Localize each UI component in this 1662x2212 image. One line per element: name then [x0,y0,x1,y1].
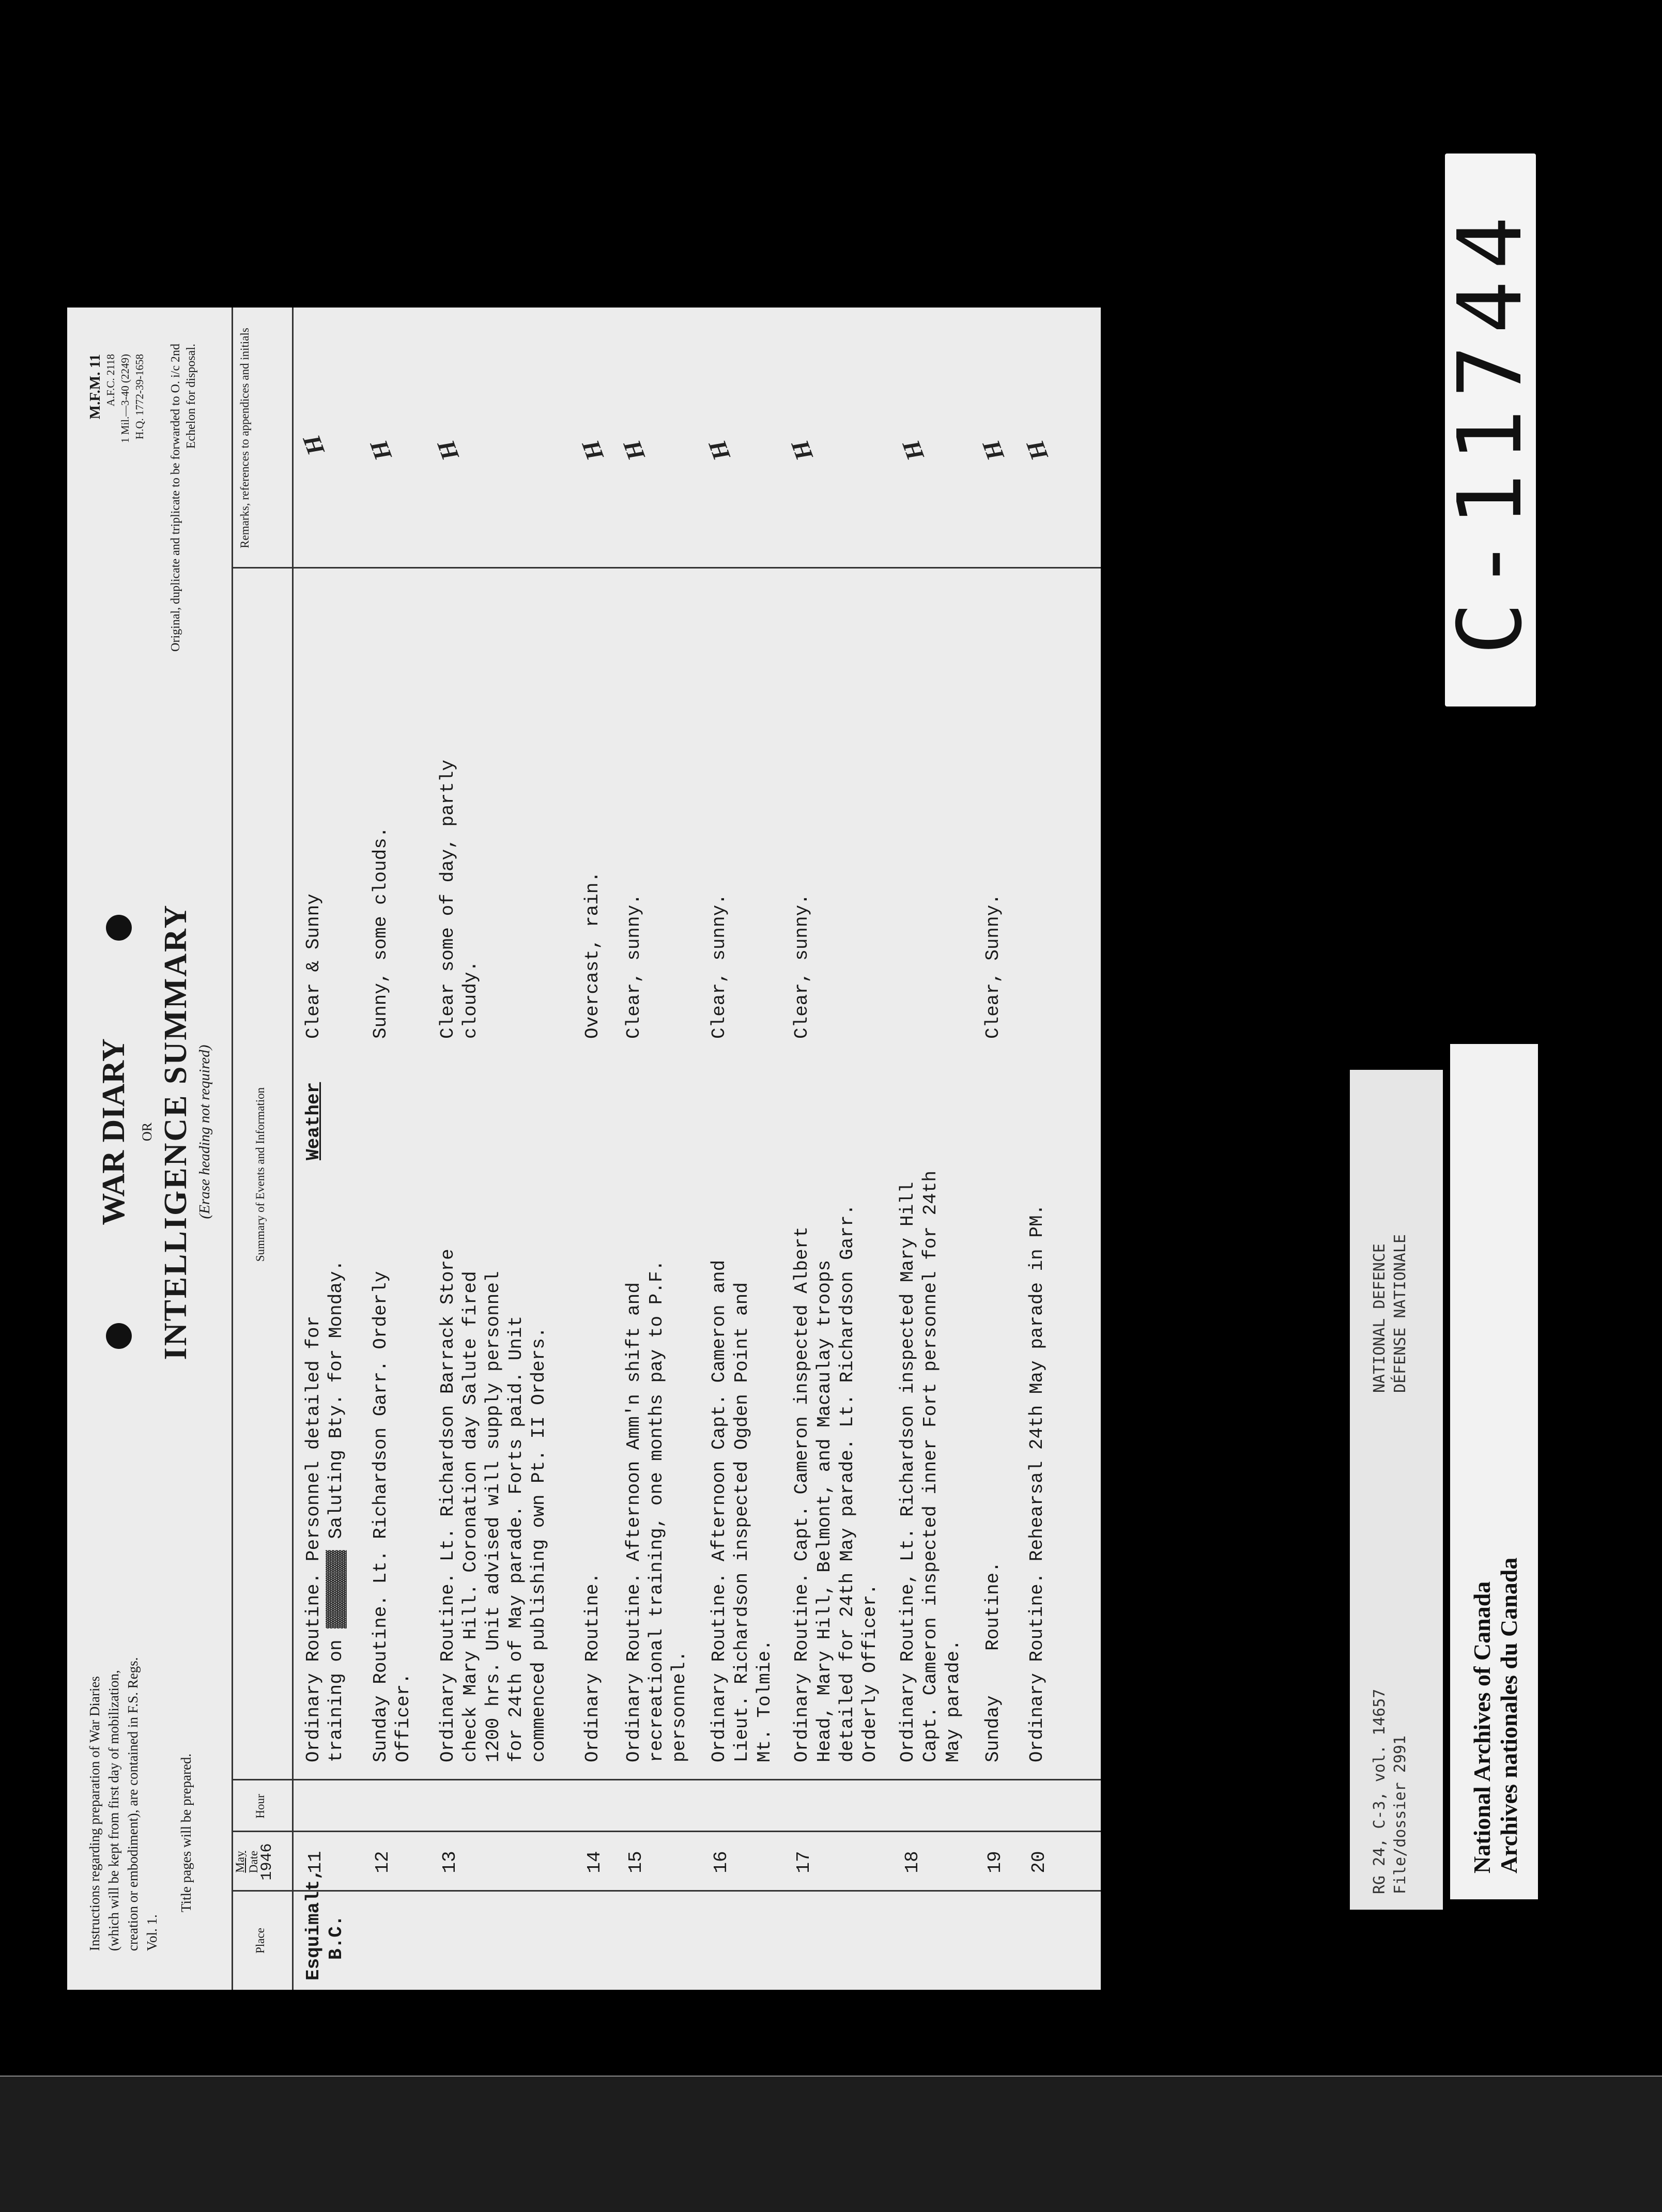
archives-label [1450,1044,1538,1899]
erase-heading-note: (Erase heading not required) [196,1044,213,1219]
entry-summary: Sunday Routine. [982,1561,1004,1762]
rule-summary-remarks [232,567,1101,569]
entry-initial: H [1021,436,1054,464]
column-header-date [234,1832,274,1892]
rg-reference-label-content [1350,1070,1443,1910]
entry-initial: H [365,436,397,464]
column-header-place: Place [254,1928,267,1954]
entry-summary: Ordinary Routine. Personnel detailed for training on ▓▓▓▓▓▓▓ Saluting Bty. for Monday. [303,1259,347,1762]
form-line-3: H.Q. 1772-39-1658 [133,354,146,440]
war-diary-page-content [67,308,1101,1990]
page-title-or: OR [140,1122,155,1142]
entry-date: 12 [372,1851,393,1873]
instructions-text: Instructions regarding preparation of War Diaries (which will be kept from first day of mobilization, creation or embodiment), are contained in F.S. Regs. Vol. 1. [87,1657,160,1951]
entry-weather: Clear & Sunny [303,894,324,1039]
forwarding-note: Original, duplicate and triplicate to be forwarded to O. i/c 2nd Echelon for disposal. [169,344,198,652]
form-number: M.F.M. 11 [87,354,103,420]
entry-summary: Ordinary Routine. Afternoon Amm'n shift and recreational training, one months pay to P.F. personnel. [623,1259,690,1762]
archives-line-french: Archives nationales du Canada [1496,1557,1522,1873]
entry-initial: H [786,436,819,464]
rg-reference-text [1369,1689,1411,1894]
place-line-2: B.C. [326,1915,347,1960]
entry-initial: H [897,436,930,464]
entry-initial: H [577,436,609,464]
page-title-war-diary: WAR DIARY [96,1038,131,1225]
entry-date: 17 [793,1851,814,1873]
archives-line-english: National Archives of Canada [1469,1581,1495,1873]
entry-weather: Clear, sunny. [709,894,730,1039]
rg-reference-line-2: File/dossier 2991 [1391,1735,1409,1894]
entry-weather: Clear some of day, partly cloudy. [437,759,481,1039]
department-text [1369,1234,1411,1393]
rg-reference-label [1350,1070,1443,1910]
entry-initial: H [298,431,330,459]
date-year: 1946 [258,1843,276,1881]
entry-date: 11 [305,1851,326,1873]
rule-header-bottom [292,308,294,1990]
form-afc: A.F.C. 2118 [104,354,117,407]
rg-reference-line-1: RG 24, C-3, vol. 14657 [1371,1688,1389,1894]
archives-label-content [1450,1044,1538,1899]
rule-hour-summary [232,1779,1101,1780]
entry-initial: H [703,436,736,464]
reel-number-tag-content [1439,153,1542,706]
entry-weather: Clear, Sunny. [982,894,1004,1039]
department-line-1: NATIONAL DEFENCE [1371,1243,1389,1393]
rule-header-top [232,308,233,1990]
place-line-1: Esquimalt, [303,1868,324,1980]
entry-date: 14 [584,1851,605,1873]
reel-number-tag [1439,153,1542,706]
form-line-2: 1 Mil.—3-40 (2249) [119,354,131,443]
entry-summary: Ordinary Routine. Rehearsal 24th May parade in PM. [1026,1204,1048,1762]
date-label: Date [247,1850,260,1873]
entry-date: 18 [902,1851,923,1873]
column-header-remarks: Remarks, references to appendices and initials [238,328,251,548]
entry-weather: Clear, sunny. [791,894,812,1039]
entry-summary: Sunday Routine. Lt. Richardson Garr. Orderly Officer. [370,1271,414,1762]
entry-date: 16 [711,1851,732,1873]
entry-date: 19 [984,1851,1006,1873]
entry-weather: Overcast, rain. [582,871,603,1039]
rule-date-hour [232,1831,1101,1832]
rule-place-date [232,1890,1101,1892]
entry-weather: Clear, sunny. [623,894,644,1039]
entry-date: 15 [625,1851,647,1873]
department-line-2: DÉFENSE NATIONALE [1391,1234,1409,1393]
entry-initial: H [618,436,651,464]
entry-summary: Ordinary Routine. Capt. Cameron inspected Albert Head, Mary Hill, Belmont, and Macaulay troops detailed for 24th May parade. Lt. Richardson Garr. Orderly Officer. [791,1204,881,1762]
entry-summary: Ordinary Routine. Afternoon Capt. Cameron and Lieut. Richardson inspected Ogden Point and Mt. Tolmie. [709,1259,775,1762]
entry-weather: Sunny, some clouds. [370,826,391,1039]
date-month: May [234,1851,247,1873]
entry-date: 13 [439,1851,460,1873]
entry-initial: H [432,436,465,464]
bottom-band [0,2077,1662,2212]
entry-date: 20 [1028,1851,1050,1873]
archives-text [1469,1558,1522,1873]
column-header-summary: Summary of Events and Information [254,1087,267,1262]
page-title-intelligence-summary: INTELLIGENCE SUMMARY [158,903,193,1360]
entry-summary: Ordinary Routine, Lt. Richardson inspected Mary Hill Capt. Cameron inspected inner Fort personnel for 24th May parade. [897,1171,964,1762]
entry-summary: Ordinary Routine. [582,1572,603,1762]
weather-heading: Weather [303,1082,324,1160]
entry-initial: H [977,436,1010,464]
title-pages-note: Title pages will be prepared. [178,1753,194,1912]
reel-number: C-11744 [1439,205,1542,655]
form-number-block [88,354,147,443]
column-header-hour: Hour [254,1794,267,1819]
entry-summary: Ordinary Routine. Lt. Richardson Barrack Store check Mary Hill. Coronation day Salute fired 1200 hrs. Unit advised will supply personnel for 24th of May parade. Forts paid. Unit commenced publishing own Pt. II Orders. [437,1249,549,1762]
war-diary-page [67,308,1101,1990]
